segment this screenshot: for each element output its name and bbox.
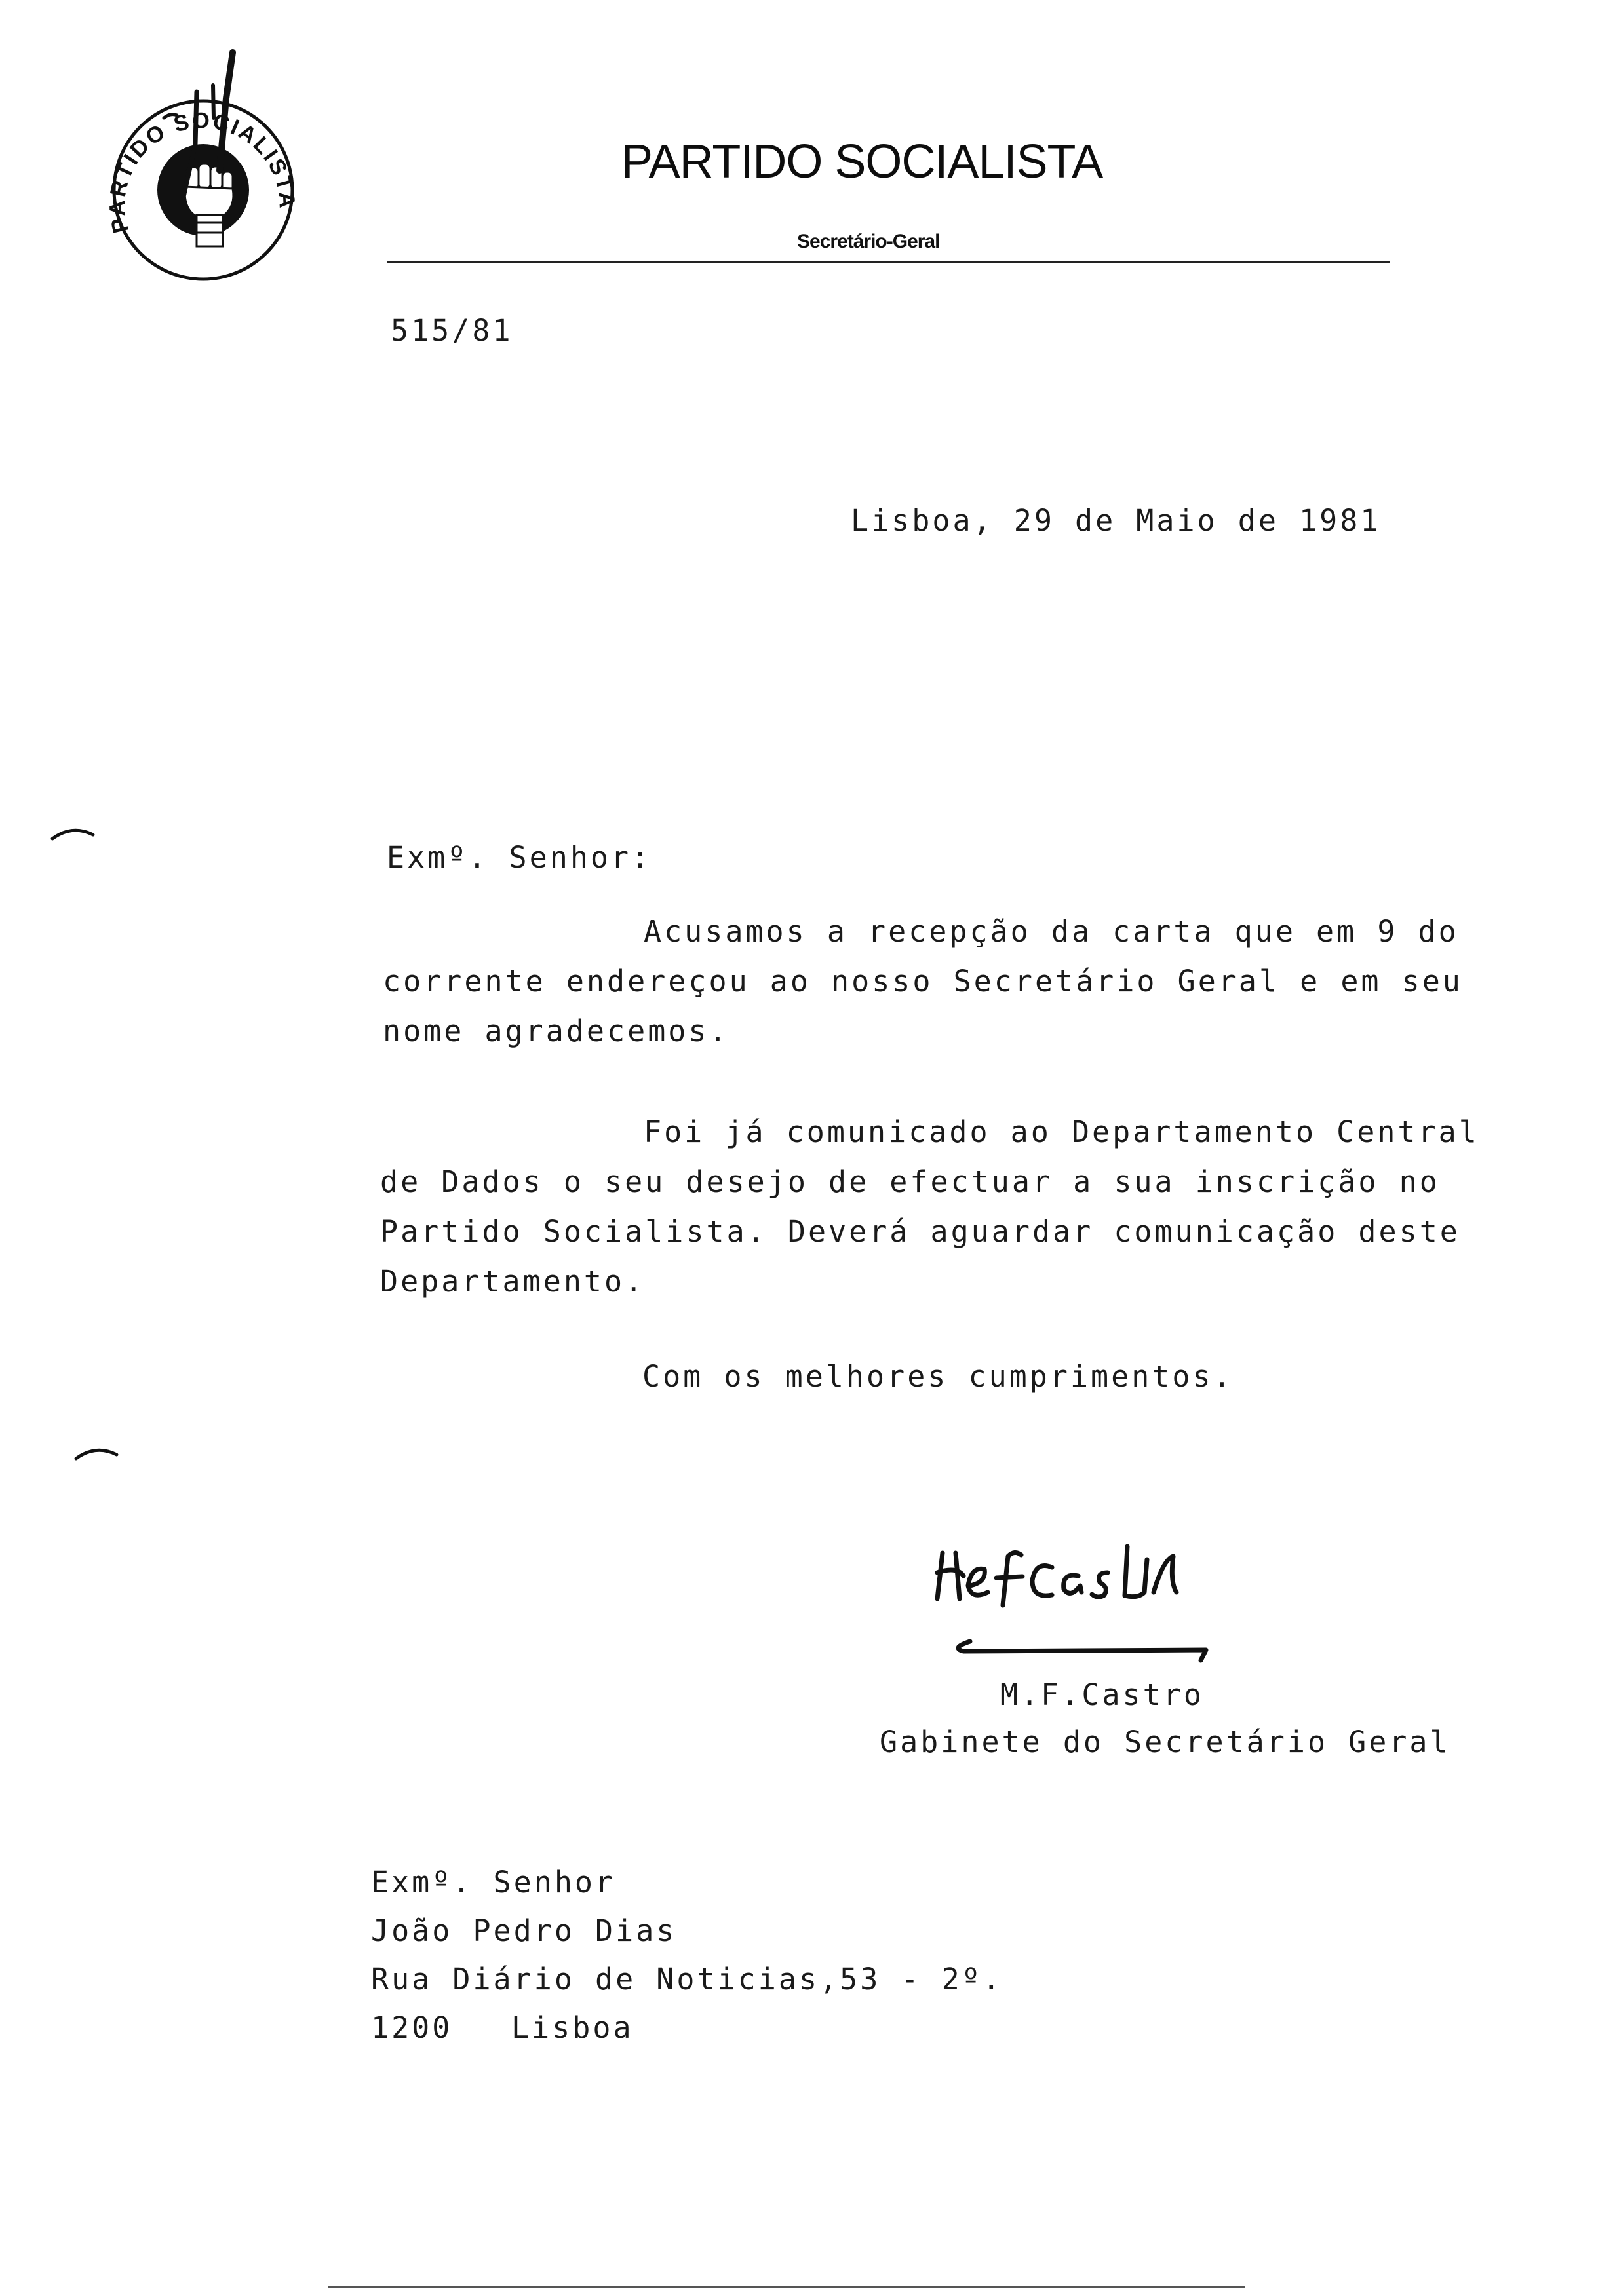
letter-date: Lisboa, 29 de Maio de 1981 (851, 503, 1381, 538)
paragraph-line: Foi já comunicado ao Departamento Central (644, 1115, 1479, 1149)
party-logo (98, 46, 302, 282)
department-label: Secretário-Geral (797, 231, 940, 252)
paragraph-registration (380, 1107, 1479, 1307)
paragraph-line: Departamento. (380, 1264, 646, 1299)
recipient-name: João Pedro Dias (371, 1913, 677, 1948)
signatory-title: Gabinete do Secretário Geral (880, 1725, 1450, 1759)
paragraph-acknowledgement (383, 907, 1463, 1056)
paragraph-line: nome agradecemos. (383, 1014, 730, 1048)
bottom-scan-edge (328, 2286, 1245, 2288)
margin-mark (49, 819, 101, 845)
paragraph-line: Acusamos a recepção da carta que em 9 do (644, 914, 1459, 949)
logo-circular-text: PARTIDO SOCIALISTA (105, 108, 300, 236)
reference-number: 515/81 (391, 313, 513, 348)
recipient-city: Lisboa (511, 2010, 634, 2045)
paragraph-line: Partido Socialista. Deverá aguardar comunicação deste (380, 1214, 1460, 1249)
party-name: PARTIDO SOCIALISTA (621, 136, 1103, 188)
closing: Com os melhores cumprimentos. (642, 1359, 1234, 1394)
margin-mark (72, 1439, 125, 1465)
signatory-name: M.F.Castro (1000, 1677, 1204, 1712)
recipient-street: Rua Diário de Noticias,53 - 2º. (371, 1962, 1003, 1997)
paragraph-line: corrente endereçou ao nosso Secretário Geral e em seu (383, 964, 1463, 999)
salutation: Exmº. Senhor: (387, 840, 652, 875)
recipient-postcode: 1200 (371, 2010, 453, 2045)
recipient-salutation: Exmº. Senhor (371, 1865, 616, 1900)
header-rule (387, 261, 1390, 263)
signature (931, 1527, 1258, 1677)
paragraph-line: de Dados o seu desejo de efectuar a sua inscrição no (380, 1164, 1440, 1199)
svg-text:PARTIDO SOCIALISTA (105, 108, 300, 235)
